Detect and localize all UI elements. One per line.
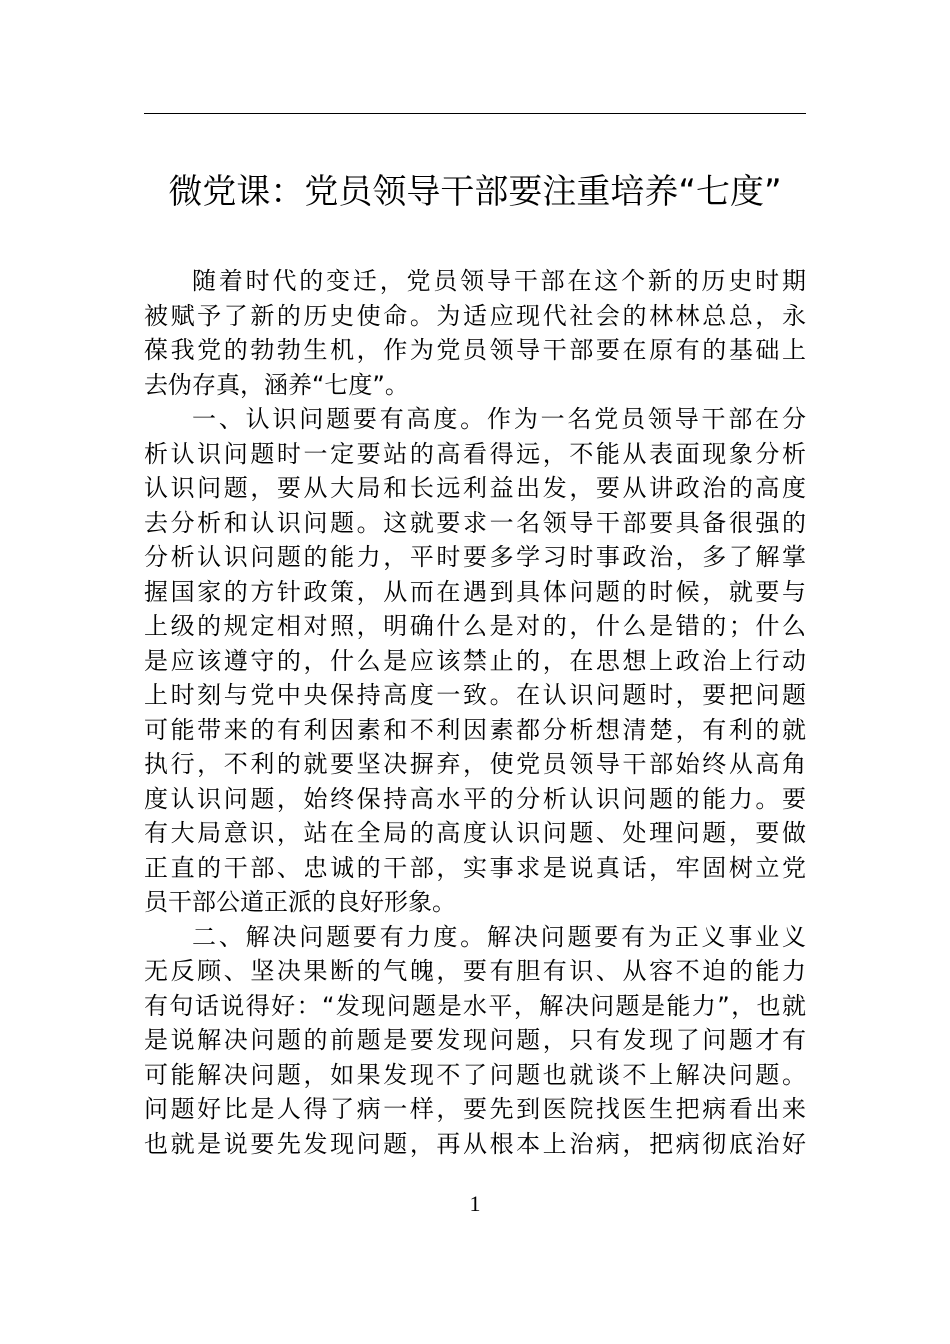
document-body bbox=[144, 264, 806, 1161]
paragraph-line: 执行，不利的就要坚决摒弃，使党员领导干部始终从高角 bbox=[144, 750, 806, 778]
paragraph-line: 上时刻与党中央保持高度一致。在认识问题时，要把问题 bbox=[144, 681, 806, 709]
paragraph-line: 度认识问题，始终保持高水平的分析认识问题的能力。要 bbox=[144, 784, 806, 813]
paragraph-line: 有大局意识，站在全局的高度认识问题、处理问题，要做 bbox=[144, 819, 806, 847]
paragraph-line: 握国家的方针政策，从而在遇到具体问题的时候，就要与 bbox=[144, 577, 806, 606]
paragraph-line: 被赋予了新的历史使命。为适应现代社会的林林总总，永 bbox=[144, 301, 806, 330]
page-number: 1 bbox=[469, 1191, 481, 1216]
paragraph-line: 员干部公道正派的良好形象。 bbox=[144, 888, 456, 916]
paragraph-line: 一、认识问题要有高度。作为一名党员领导干部在分 bbox=[192, 405, 806, 433]
paragraph-line: 问题好比是人得了病一样，要先到医院找医生把病看出来 bbox=[144, 1095, 806, 1123]
paragraph-line: 有句话说得好：“发现问题是水平，解决问题是能力”，也就 bbox=[144, 991, 806, 1020]
paragraph-line: 是说解决问题的前题是要发现问题，只有发现了问题才有 bbox=[144, 1026, 806, 1054]
paragraph-line: 正直的干部、忠诚的干部，实事求是说真话，牢固树立党 bbox=[144, 853, 806, 882]
paragraph-line: 葆我党的勃勃生机，作为党员领导干部要在原有的基础上 bbox=[144, 336, 806, 364]
paragraph-line: 上级的规定相对照，明确什么是对的，什么是错的；什么 bbox=[144, 612, 806, 640]
paragraph-line: 二、解决问题要有力度。解决问题要有为正义事业义 bbox=[192, 922, 806, 951]
paragraph-line: 去分析和认识问题。这就要求一名领导干部要具备很强的 bbox=[144, 508, 806, 537]
paragraph-line: 也就是说要先发现问题，再从根本上治病，把病彻底治好 bbox=[144, 1129, 806, 1158]
document-title: 微党课：党员领导干部要注重培养“七度” bbox=[168, 172, 782, 212]
paragraph-line: 去伪存真，涵养“七度”。 bbox=[144, 370, 409, 399]
paragraph-line: 可能带来的有利因素和不利因素都分析想清楚，有利的就 bbox=[144, 715, 806, 744]
paragraph-line: 随着时代的变迁，党员领导干部在这个新的历史时期 bbox=[192, 267, 806, 295]
paragraph-line: 无反顾、坚决果断的气魄，要有胆有识、从容不迫的能力 bbox=[144, 957, 806, 985]
paragraph-line: 分析认识问题的能力，平时要多学习时事政治，多了解掌 bbox=[144, 543, 806, 571]
header-rule bbox=[144, 113, 806, 114]
paragraph-line: 可能解决问题，如果发现不了问题也就谈不上解决问题。 bbox=[144, 1060, 806, 1089]
paragraph-line: 认识问题，要从大局和长远利益出发，要从讲政治的高度 bbox=[144, 474, 806, 502]
paragraph-line: 析认识问题时一定要站的高看得远，不能从表面现象分析 bbox=[144, 439, 806, 468]
paragraph-line: 是应该遵守的，什么是应该禁止的，在思想上政治上行动 bbox=[144, 646, 806, 675]
